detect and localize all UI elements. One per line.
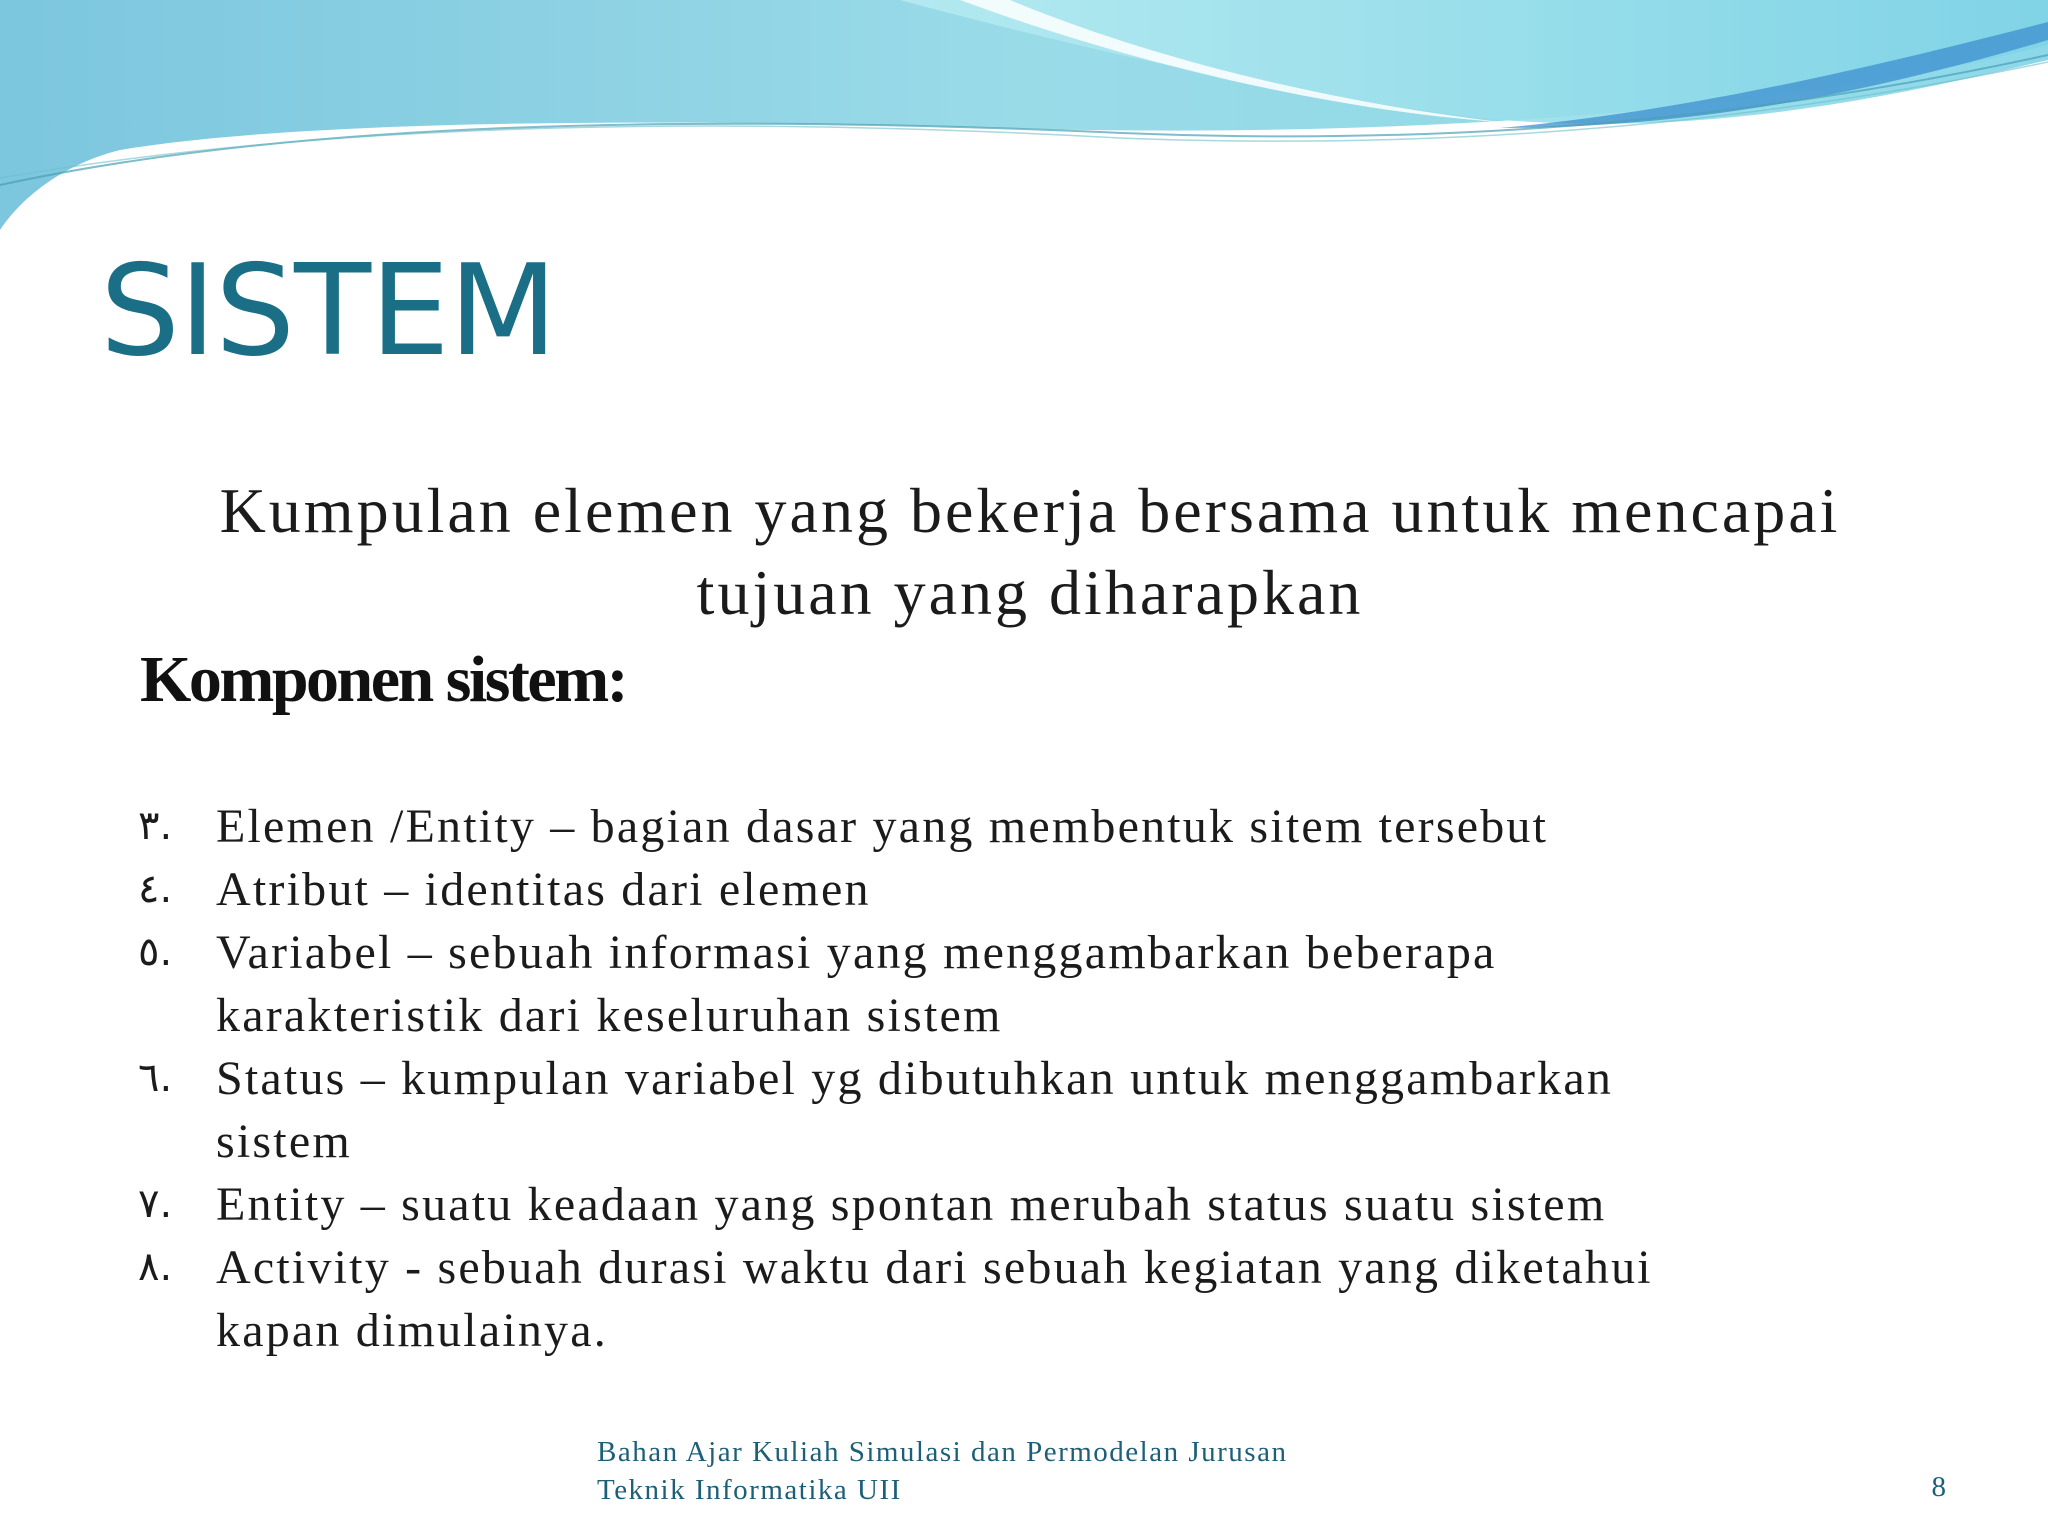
definition-text (60, 470, 2000, 634)
definition-line-1: Kumpulan elemen yang bekerja bersama untuk mencapai (219, 475, 1841, 546)
list-item-number: ٧. (138, 1181, 173, 1227)
list-item (138, 1236, 1958, 1362)
slide-title: SISTEM (100, 237, 557, 384)
list-item-number: ٨. (138, 1244, 173, 1290)
list-item-text: Status – kumpulan variabel yg dibutuhkan untuk menggambarkan (216, 1052, 1614, 1105)
list-item-text-continued: karakteristik dari keseluruhan sistem (216, 989, 1003, 1042)
list-item-text: Elemen /Entity – bagian dasar yang membentuk sitem tersebut (216, 800, 1549, 853)
list-item (138, 921, 1958, 1047)
list-item-number: ٥. (138, 929, 173, 975)
page-number: 8 (1931, 1471, 1946, 1503)
list-item-number: ٣. (138, 803, 173, 849)
list-item-text-continued: sistem (216, 1115, 352, 1168)
list-item-text-continued: kapan dimulainya. (216, 1304, 608, 1357)
list-item-text: Variabel – sebuah informasi yang menggambarkan beberapa (216, 926, 1497, 979)
list-item-text: Activity - sebuah durasi waktu dari sebuah kegiatan yang diketahui (216, 1241, 1653, 1294)
list-item-number: ٦. (138, 1055, 173, 1101)
list-item-text: Entity – suatu keadaan yang spontan merubah status suatu sistem (216, 1178, 1607, 1231)
components-heading: Komponen sistem: (140, 643, 627, 716)
footer-line-2: Teknik Informatika UII (597, 1474, 902, 1506)
list-item-text: Atribut – identitas dari elemen (216, 863, 871, 916)
list-item-number: ٤. (138, 866, 173, 912)
footer-line-1: Bahan Ajar Kuliah Simulasi dan Permodelan Jurusan (597, 1436, 1288, 1468)
header-wave-decoration (0, 0, 2048, 240)
components-list (138, 795, 1958, 1362)
list-item (138, 858, 1958, 921)
footer-caption (597, 1433, 1287, 1509)
list-item (138, 1047, 1958, 1173)
list-item (138, 1173, 1958, 1236)
list-item (138, 795, 1958, 858)
definition-line-2: tujuan yang diharapkan (696, 557, 1364, 628)
